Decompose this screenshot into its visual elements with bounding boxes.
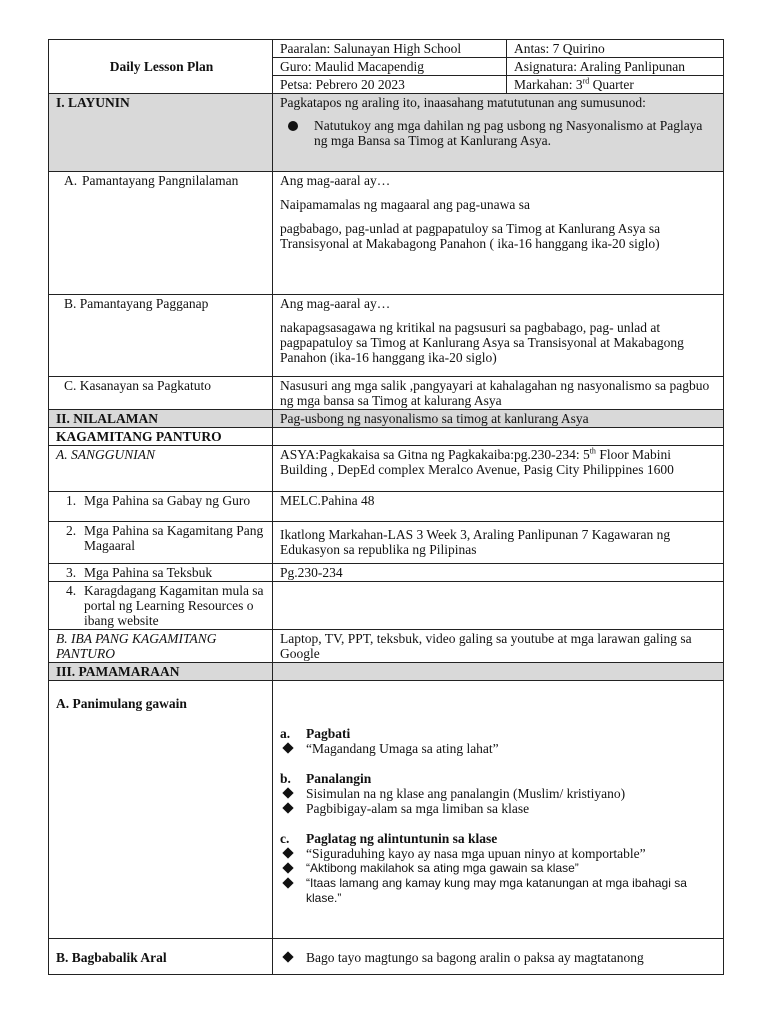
panimula-label: A. Panimulang gawain bbox=[49, 681, 273, 939]
karagdagang-kagamitan-label: 4. Karagdagang Kagamitan mula sa portal ng Learning Resources o ibang website bbox=[49, 582, 273, 630]
paaralan-field: Paaralan: Salunayan High School bbox=[273, 40, 507, 58]
diamond-bullet-icon bbox=[282, 951, 293, 962]
kasanayan-label: C. Kasanayan sa Pagkatuto bbox=[49, 377, 273, 410]
paglatag-title: Paglatag ng alintuntunin sa klase bbox=[306, 831, 498, 846]
gabay-label: 1. Mga Pahina sa Gabay ng Guro bbox=[49, 492, 273, 522]
karagdagang-kagamitan-content bbox=[273, 582, 724, 630]
diamond-bullet-icon bbox=[282, 802, 293, 813]
diamond-bullet-icon bbox=[282, 742, 293, 753]
layunin-label: I. LAYUNIN bbox=[49, 94, 273, 172]
iba-pang-kagamitan-label: B. IBA PANG KAGAMITANG PANTURO bbox=[49, 630, 273, 663]
antas-field: Antas: 7 Quirino bbox=[507, 40, 724, 58]
diamond-bullet-icon bbox=[282, 862, 293, 873]
pagganap-content: Ang mag-aaral ay… nakapagsasagawa ng kritikal na pagsusuri sa pagbabago, pag- unlad at pagpapatuloy sa Timog at Kanlurang Asya sa Transisyonal at Makabagong Panahon (ika-16 hanggang ika-20 siglo) bbox=[273, 295, 724, 377]
diamond-bullet-icon bbox=[282, 847, 293, 858]
pangnilalaman-label: A. Pamantayang Pangnilalaman bbox=[49, 172, 273, 295]
layunin-intro: Pagkatapos ng araling ito, inaasahang matututunan ang sumusunod: bbox=[280, 95, 646, 110]
document-title: Daily Lesson Plan bbox=[49, 40, 273, 94]
kasanayan-content: Nasusuri ang mga salik ,pangyayari at kahalagahan ng nasyonalismo sa pagbuo ng mga bansa sa Timog at kalurang Asya bbox=[273, 377, 724, 410]
markahan-field: Markahan: 3rd Quarter bbox=[507, 76, 724, 94]
guro-field: Guro: Maulid Macapendig bbox=[273, 58, 507, 76]
balik-aral-label: B. Bagbabalik Aral bbox=[49, 939, 273, 975]
sanggunian-content: ASYA:Pagkakaisa sa Gitna ng Pagkakaiba:pg.230-234: 5th Floor Mabini Building , DepEd complex Meralco Avenue, Pasig City Philippines 1600 bbox=[273, 446, 724, 492]
kagamitang-pang-magaaral-label: 2. Mga Pahina sa Kagamitang Pang Magaaral bbox=[49, 522, 273, 564]
bullet-dot-icon bbox=[288, 121, 298, 131]
balik-aral-content: Bago tayo magtungo sa bagong aralin o paksa ay magtatanong bbox=[273, 939, 724, 975]
panimula-content: a. Pagbati “Magandang Umaga sa ating lahat” b. Panalangin Sisimulan na ng klase ang panalangin (Muslim/ kristiyano) Pagbibigay-alam sa mga limiban sa klase c. Paglatag ng alintuntunin sa klase “Siguraduhing kayo ay nasa mga upuan ninyo at komportable” “Aktibong makilahok sa ating mga gawain sa klase” “Itaas lamang ang kamay kung may mga katanungan at mga ibahagi sa klase.” bbox=[273, 681, 724, 939]
panalangin-title: Panalangin bbox=[306, 771, 372, 786]
asignatura-field: Asignatura: Araling Panlipunan bbox=[507, 58, 724, 76]
gabay-content: MELC.Pahina 48 bbox=[273, 492, 724, 522]
pagbati-title: Pagbati bbox=[306, 726, 351, 741]
teksbuk-content: Pg.230-234 bbox=[273, 564, 724, 582]
diamond-bullet-icon bbox=[282, 787, 293, 798]
teksbuk-label: 3. Mga Pahina sa Teksbuk bbox=[49, 564, 273, 582]
diamond-bullet-icon bbox=[282, 877, 293, 888]
iba-pang-kagamitan-content: Laptop, TV, PPT, teksbuk, video galing sa youtube at mga larawan galing sa Google bbox=[273, 630, 724, 663]
kagamitan-label: KAGAMITANG PANTURO bbox=[49, 428, 273, 446]
petsa-field: Petsa: Pebrero 20 2023 bbox=[273, 76, 507, 94]
pamamaraan-label: III. PAMAMARAAN bbox=[49, 663, 273, 681]
sanggunian-label: A. SANGGUNIAN bbox=[49, 446, 273, 492]
layunin-content bbox=[273, 94, 724, 172]
kagamitang-pang-magaaral-content: Ikatlong Markahan-LAS 3 Week 3, Araling Panlipunan 7 Kagawaran ng Edukasyon sa republika ng Pilipinas bbox=[273, 522, 724, 564]
nilalaman-label: II. NILALAMAN bbox=[49, 410, 273, 428]
pangnilalaman-content: Ang mag-aaral ay… Naipamamalas ng magaaral ang pag-unawa sa pagbabago, pag-unlad at pagpapatuloy sa Timog at Kanlurang Asya sa Transisyonal at Makabagong Panahon ( ika-16 hanggang ika-20 siglo) bbox=[273, 172, 724, 295]
layunin-bullet: Natutukoy ang mga dahilan ng pag usbong ng Nasyonalismo at Paglaya ng mga Bansa sa Timog at Kanlurang Asya. bbox=[314, 118, 703, 148]
pagganap-label: B. Pamantayang Pagganap bbox=[49, 295, 273, 377]
nilalaman-content: Pag-usbong ng nasyonalismo sa timog at kanlurang Asya bbox=[273, 410, 724, 428]
lesson-plan-table bbox=[48, 39, 724, 975]
